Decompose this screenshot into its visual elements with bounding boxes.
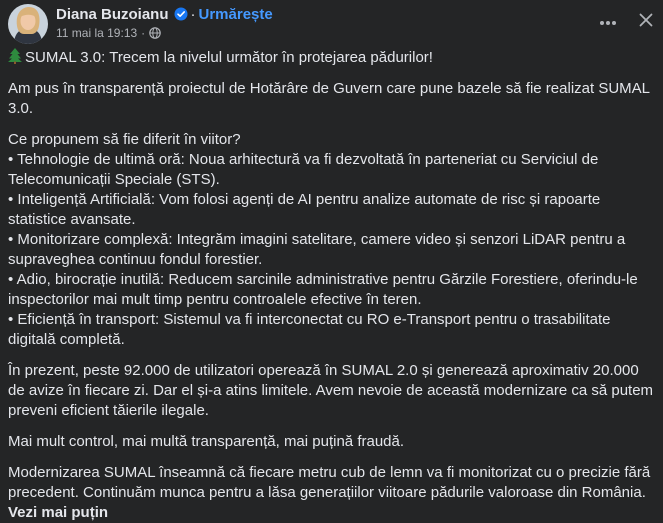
close-icon xyxy=(639,13,653,32)
bullet-item: • Eficiență în transport: Sistemul va fi interconectat cu RO e-Transport pentru o trasabilitate digitală completă. xyxy=(8,311,611,348)
bullet-item: • Inteligență Artificială: Vom folosi agenți de AI pentru analize automate de risc și rapoarte statistice avansate. xyxy=(8,191,601,228)
bullet-item: • Tehnologie de ultimă oră: Noua arhitectură va fi dezvoltată în parteneriat cu Serviciul de Telecomunicații Speciale (STS). xyxy=(8,151,599,188)
post-title-line xyxy=(8,48,654,68)
author-line xyxy=(56,5,273,23)
post-paragraph: Mai mult control, mai multă transparență, mai puțină fraudă. xyxy=(8,433,405,450)
avatar[interactable] xyxy=(8,4,48,44)
post-paragraph: În prezent, peste 92.000 de utilizatori operează în SUMAL 2.0 și generează aproximativ 20.000 de avize în fiecare zi. Dar el și-a atins limitele. Avem nevoie de această modernizare ca să putem preveni eficient tăierile ilegale. xyxy=(8,362,654,419)
post-meta xyxy=(56,25,161,41)
post-text xyxy=(8,48,654,523)
post-intro: Am pus în transparență proiectul de Hotărâre de Guvern care pune bazele să fie realizat SUMAL 3.0. xyxy=(8,80,650,117)
bullet-item: • Adio, birocrație inutilă: Reducem sarcinile administrative pentru Gărzile Forestiere, oferindu-le inspectorilor mai mult timp pentru controalele efective în teren. xyxy=(8,271,638,308)
post-question: Ce propunem să fie diferit în viitor? xyxy=(8,131,241,148)
post-paragraph: Modernizarea SUMAL înseamnă că fiecare metru cub de lemn va fi monitorizat cu o precizie fără precedent. Continuăm munca pentru a lăsa generațiilor viitoare pădurile valoroase din România. xyxy=(8,464,651,501)
author-name[interactable]: Diana Buzoianu xyxy=(56,5,169,23)
close-button[interactable] xyxy=(632,8,660,36)
more-options-button[interactable] xyxy=(594,8,622,36)
globe-icon[interactable] xyxy=(149,27,161,39)
separator-dot: · xyxy=(141,26,146,40)
follow-button[interactable]: Urmărește xyxy=(198,5,273,23)
post-title: SUMAL 3.0: Trecem la nivelul următor în protejarea pădurilor! xyxy=(25,49,433,66)
post-date[interactable]: 11 mai la 19:13 xyxy=(56,26,138,40)
post-header xyxy=(0,0,663,46)
see-less-link[interactable]: Vezi mai puțin xyxy=(8,504,109,521)
verified-badge-icon xyxy=(174,7,188,21)
separator-dot: · xyxy=(190,5,196,23)
evergreen-tree-icon xyxy=(8,48,22,64)
more-options-icon xyxy=(599,13,617,31)
bullet-item: • Monitorizare complexă: Integrăm imagini satelitare, camere video și senzori LiDAR pentru a supraveghea continuu fondul forestier. xyxy=(8,231,626,268)
